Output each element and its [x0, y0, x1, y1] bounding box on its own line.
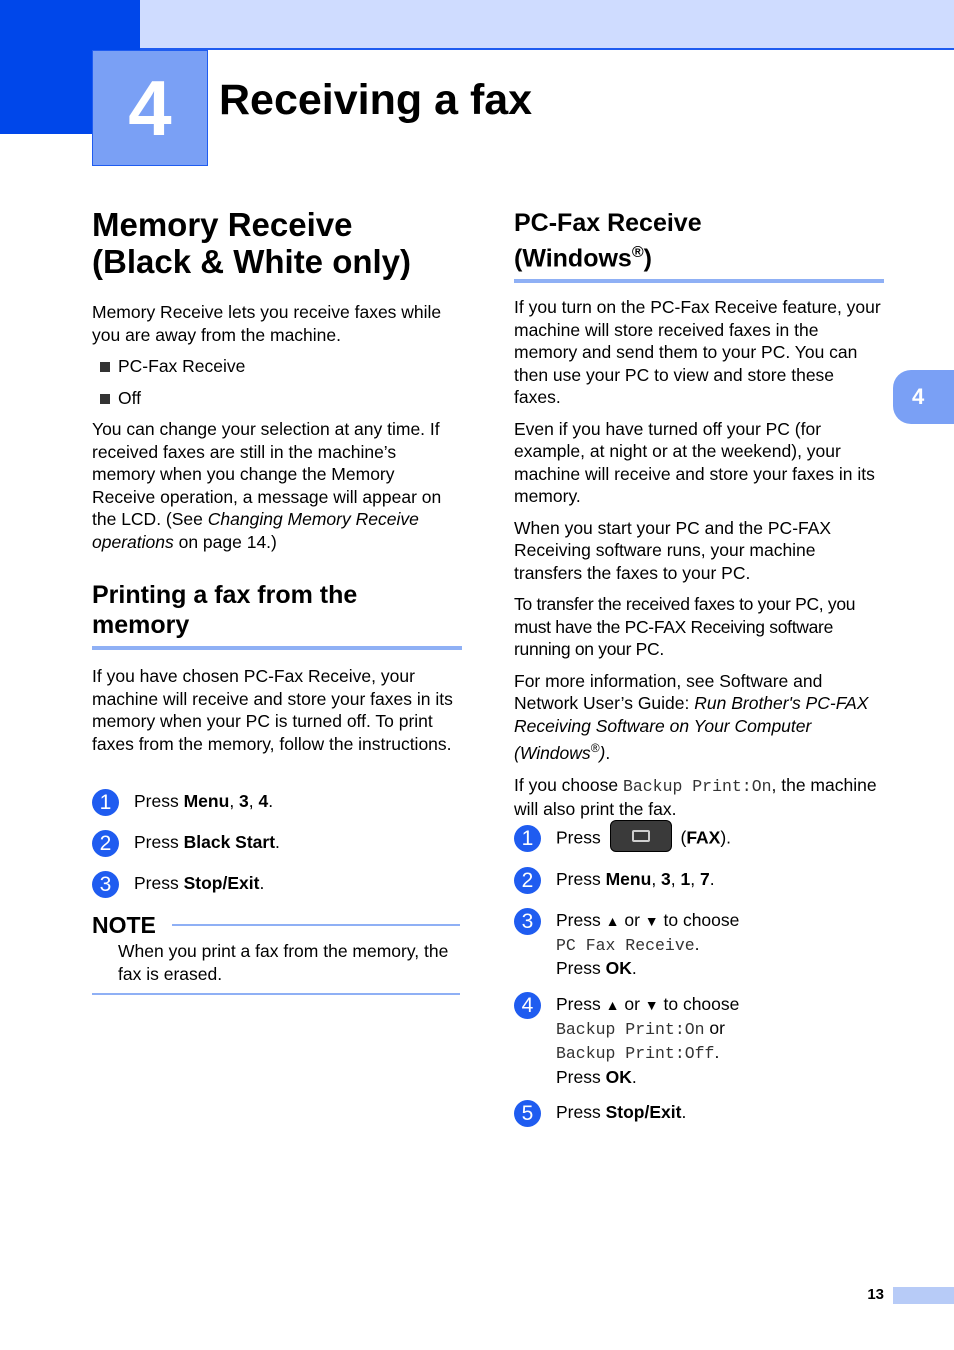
- pcfax-step-5: 5 Press Stop/Exit.: [514, 1101, 884, 1124]
- chapter-side-tab: 4: [893, 370, 954, 424]
- memory-receive-heading: [92, 206, 462, 280]
- note-text: When you print a fax from the memory, the fax is erased.: [118, 941, 449, 984]
- down-arrow-icon: ▼: [644, 913, 659, 929]
- pcfax-step-4: 4 Press ▲ or ▼ to choose Backup Print:On or Backup Print:Off. Press OK.: [514, 993, 884, 1088]
- step-number-badge: 1: [92, 789, 119, 816]
- bullet-off: Off: [92, 387, 462, 410]
- pcfax-para-4: To transfer the received faxes to your PC, you must have the PC-FAX Receiving software running on your PC.: [514, 594, 856, 660]
- pcfax-para-5: For more information, see Software and Network User’s Guide: Run Brother's PC-FAX Receiving Software on Your Computer (Windows®).: [514, 670, 869, 764]
- printing-step-3: 3 Press Stop/Exit.: [92, 872, 462, 895]
- pcfax-step-3: 3 Press ▲ or ▼ to choose PC Fax Receive. Press OK.: [514, 909, 884, 980]
- pcfax-para-6: If you choose Backup Print:On, the machine will also print the fax.: [514, 774, 877, 820]
- printing-step-1: 1 Press Menu, 3, 4.: [92, 790, 462, 813]
- printing-intro: If you have chosen PC-Fax Receive, your machine will receive and store your faxes in its memory when your PC is turned off. To print faxes from the memory, follow the instructions.: [92, 666, 453, 754]
- memory-receive-title-line1: Memory Receive: [92, 206, 353, 243]
- memory-receive-intro: Memory Receive lets you receive faxes while you are away from the machine.: [92, 302, 442, 345]
- memory-receive-title-line2: (Black & White only): [92, 243, 412, 280]
- printing-step-2: 2 Press Black Start.: [92, 831, 462, 854]
- note-box: [92, 912, 462, 985]
- cross-reference-link[interactable]: Changing Memory Receive operations: [92, 509, 419, 552]
- guide-reference-link[interactable]: Run Brother's PC-FAX Receiving Software on Your Computer (Windows®): [514, 693, 869, 764]
- note-title: NOTE: [92, 912, 156, 938]
- pcfax-para-3: When you start your PC and the PC-FAX Receiving software runs, your machine transfers the faxes to your PC.: [514, 517, 832, 583]
- pcfax-step-1: 1 Press (FAX).: [514, 826, 884, 852]
- memory-receive-body: You can change your selection at any time. If received faxes are still in the machine’s memory when you change the Memory Receive operation, a message will appear on the LCD. (See Changing Memory Receive operations on page 14.): [92, 419, 442, 552]
- bullet-pc-fax-receive: PC-Fax Receive: [92, 355, 462, 378]
- chapter-title: Receiving a fax: [219, 76, 533, 124]
- step-number-badge: 4: [514, 992, 541, 1019]
- memory-receive-section: [92, 206, 462, 553]
- down-arrow-icon: ▼: [644, 997, 659, 1013]
- pcfax-section: [514, 208, 884, 821]
- pcfax-heading: PC-Fax Receive (Windows®): [514, 208, 884, 283]
- pcfax-para-2: Even if you have turned off your PC (for example, at night or at the weekend), your machine will receive and store your faxes in its memory.: [514, 418, 875, 507]
- step-number-badge: 5: [514, 1100, 541, 1127]
- up-arrow-icon: ▲: [605, 997, 620, 1013]
- page-number: 13: [867, 1286, 884, 1303]
- pcfax-step-2: 2 Press Menu, 3, 1, 7.: [514, 868, 884, 891]
- chapter-number: 4: [92, 50, 208, 166]
- printing-section: [92, 580, 462, 755]
- note-divider: [172, 924, 460, 926]
- header-band: [140, 0, 954, 50]
- step-number-badge: 2: [514, 867, 541, 894]
- pcfax-para-1: If you turn on the PC-Fax Receive feature, your machine will store received faxes in the memory and send them to your PC. You can then use your PC to view and store these faxes.: [514, 297, 881, 408]
- fax-key-icon: [610, 820, 672, 852]
- step-number-badge: 3: [514, 908, 541, 935]
- step-number-badge: 1: [514, 825, 541, 852]
- step-number-badge: 3: [92, 871, 119, 898]
- up-arrow-icon: ▲: [605, 913, 620, 929]
- footer-bar: [893, 1287, 954, 1304]
- step-number-badge: 2: [92, 830, 119, 857]
- note-bottom-rule: [92, 993, 460, 995]
- printing-heading: Printing a fax from the memory: [92, 580, 462, 650]
